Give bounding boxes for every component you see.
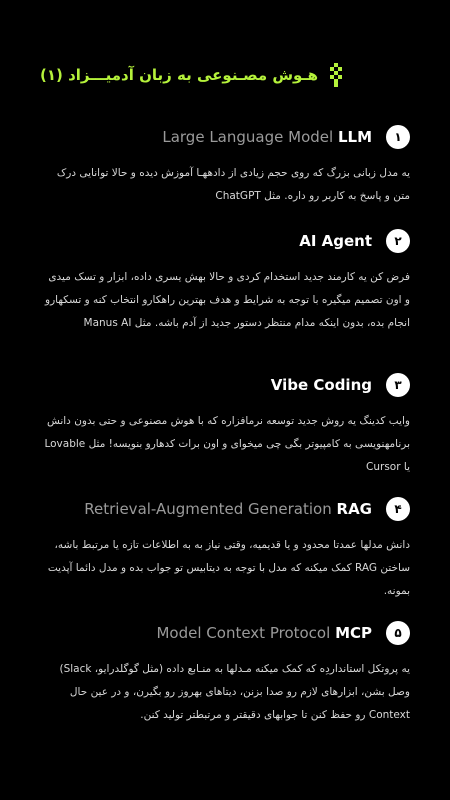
item-number-badge: ۴ [386,497,410,521]
term-description: یه مدل زبانی بزرگ که روی حجم زیادی از دادههـا آموزش دیده و حالا توانایی درک متن و پاسخ به کاربر رو داره. مثل ChatGPT [56,167,410,202]
term-full-name: Retrieval-Augmented Generation [84,500,332,518]
term-full-name: Large Language Model [162,128,334,146]
term-title [271,376,372,394]
term-title [299,232,372,250]
term-title [162,128,372,146]
term-full-name: Model Context Protocol [156,624,331,642]
term-description: وایب کدینگ یه روش جدید توسعه نرمافزاره که با هوش مصنوعی و حتی بدون دانش برنامهنویسی به کامپیوتر بگی چی میخوای و اون برات کدهارو بنویسه! مثل Lovable یا Cursor [44,415,410,473]
pixel-vine-icon [328,63,344,87]
item-number-badge: ۵ [386,621,410,645]
term-item-rag [44,496,410,603]
term-item-ai-agent [44,228,410,335]
term-abbreviation: MCP [335,624,372,642]
term-description: دانش مدلها عمدتا محدود و یا قدیمیه، وقتی نیاز به به اطلاعات تازه یا مرتبط باشه، ساختن RAG کمک میکنه که مدل با توجه به دیتابیس تو جواب بده و مدل دائما آپدیت بمونه. [47,539,410,597]
term-abbreviation: Vibe Coding [270,376,372,394]
term-description: فرض کن یه کارمند جدید استخدام کردی و حالا بهش یسری داده، ابزار و تسک میدی و اون تصمیم میگیره با توجه به شرایط و هدف بهترین راهکارو انتخاب کنه و تسکهارو انجام بده، بدون اینکه مدام منتظر دستور جدید از آدم باشه. مثل Manus AI [45,271,410,329]
term-description: یه پروتکل استانداردِه که کمک میکنه مـدلها به منـابع داده (مثل گوگلدرایو، Slack) وصل بشن، ابزارهای لازم رو صدا بزنن، دیتاهای بهروز رو بگیرن، و در عین حال Context رو حفظ کنن تا جوابهای دقیقتر و مرتبطتر تولید کنن. [59,663,410,721]
header [40,60,410,90]
item-number-badge: ۱ [386,125,410,149]
item-number-badge: ۳ [386,373,410,397]
item-number-badge: ۲ [386,229,410,253]
term-title [84,500,372,518]
term-item-mcp [44,620,410,727]
term-abbreviation: RAG [336,500,372,518]
term-item-llm [44,124,410,208]
term-abbreviation: AI Agent [299,232,372,250]
term-abbreviation: LLM [337,128,372,146]
page-title: هـوش مصـنوعی به زبان آدمیـــزاد (۱) [40,66,318,84]
term-item-vibe-coding [44,372,410,479]
term-title [156,624,372,642]
